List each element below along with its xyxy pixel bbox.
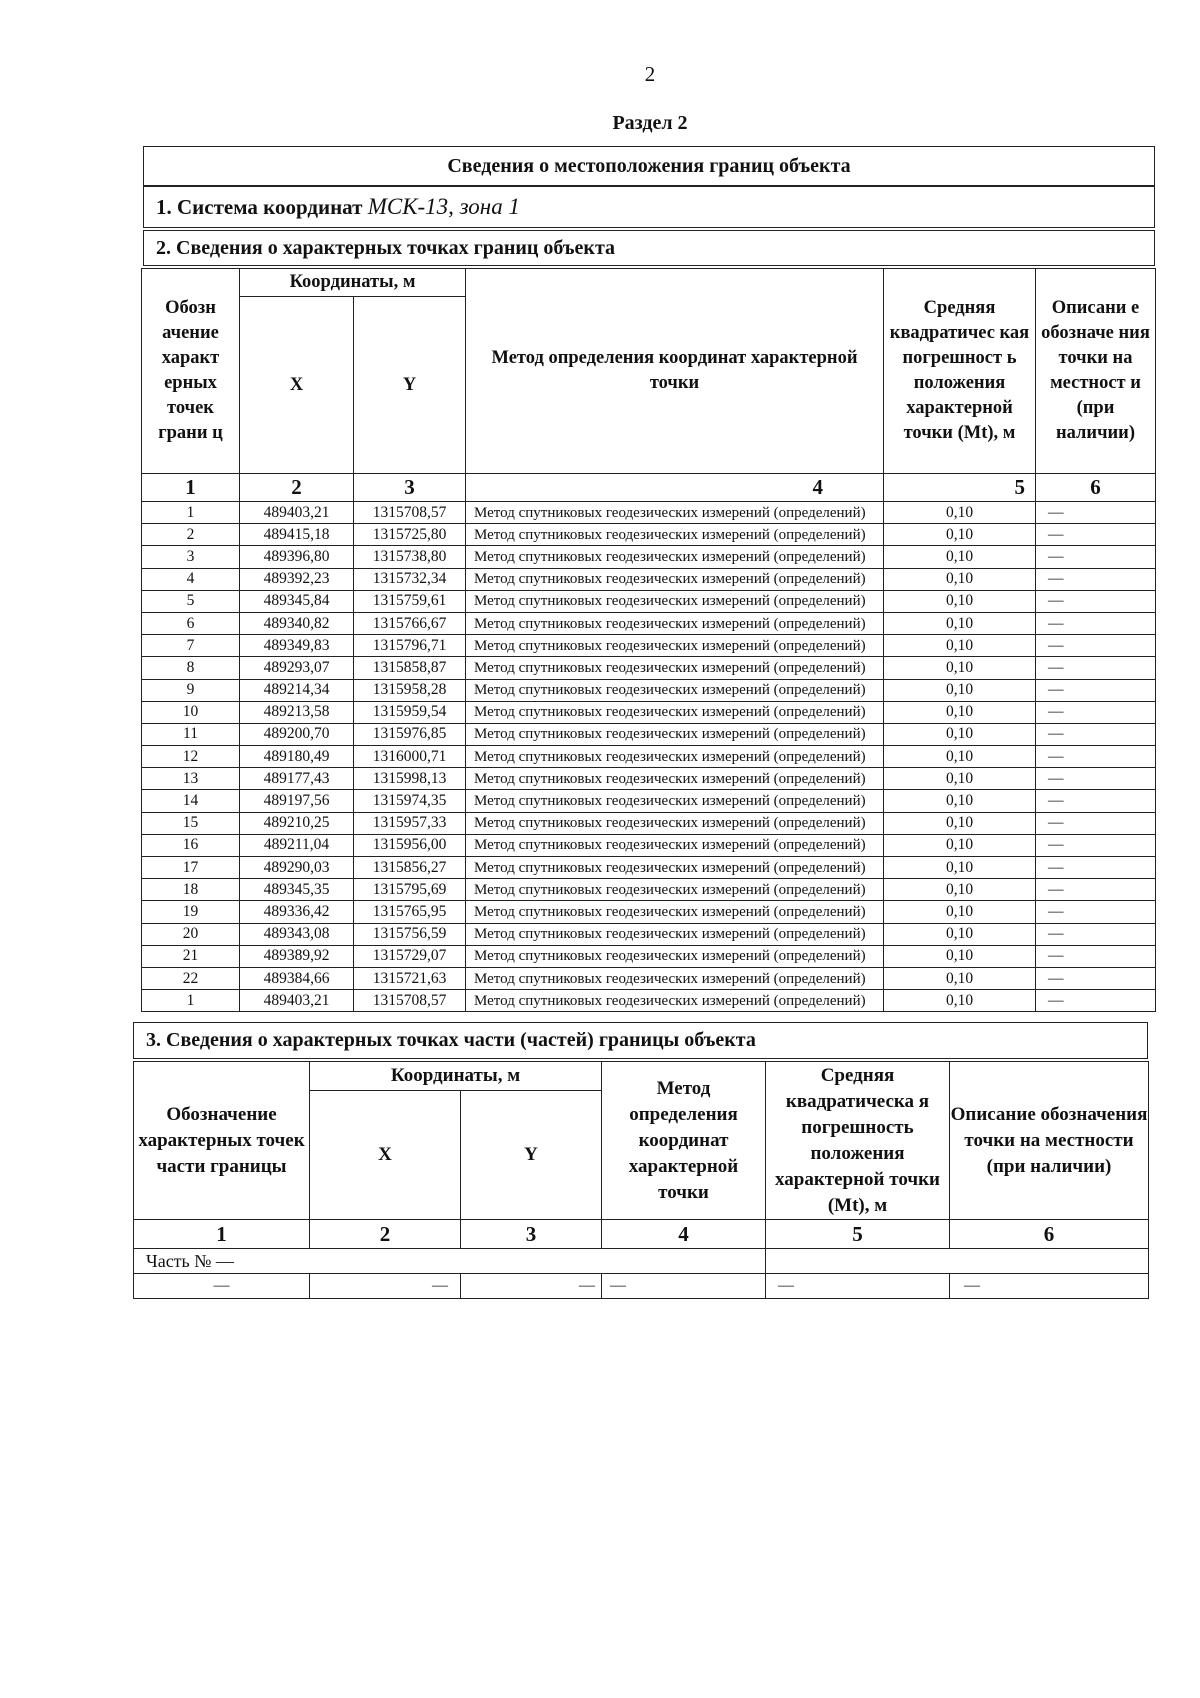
point-method: Метод спутниковых геодезических измерений (определений) [466,701,884,723]
point-number: 22 [142,967,240,989]
point-method: Метод спутниковых геодезических измерений (определений) [466,923,884,945]
point-y: 1315795,69 [354,879,466,901]
point-y: 1315738,80 [354,546,466,568]
part-header-coordinates: Координаты, м [310,1062,602,1091]
point-method: Метод спутниковых геодезических измерений (определений) [466,879,884,901]
point-error: 0,10 [884,502,1036,524]
point-number: 21 [142,945,240,967]
header-method: Метод определения координат характерной точки [466,269,884,474]
point-method: Метод спутниковых геодезических измерений (определений) [466,635,884,657]
point-number: 13 [142,768,240,790]
point-description: — [1036,967,1156,989]
point-number: 9 [142,679,240,701]
point-description: — [1036,546,1156,568]
part-label-empty [766,1249,1149,1274]
point-error: 0,10 [884,568,1036,590]
point-error: 0,10 [884,524,1036,546]
point-description: — [1036,945,1156,967]
column-number: 5 [884,474,1036,502]
section-heading: Раздел 2 [612,112,688,134]
section3-title: 3. Сведения о характерных точках части (частей) границы объекта [133,1022,1148,1059]
point-description: — [1036,812,1156,834]
table-row [142,857,1156,879]
point-number: 7 [142,635,240,657]
table-row [142,901,1156,923]
point-number: 15 [142,812,240,834]
point-description: — [1036,834,1156,856]
point-y: 1315956,00 [354,834,466,856]
part-column-number: 6 [950,1220,1149,1249]
part-header-y: Y [461,1091,602,1220]
point-y: 1315976,85 [354,723,466,745]
point-number: 6 [142,612,240,634]
point-error: 0,10 [884,657,1036,679]
point-number: 10 [142,701,240,723]
point-x: 489345,35 [240,879,354,901]
point-method: Метод спутниковых геодезических измерений (определений) [466,590,884,612]
point-description: — [1036,701,1156,723]
part-column-number: 3 [461,1220,602,1249]
point-x: 489336,42 [240,901,354,923]
point-method: Метод спутниковых геодезических измерений (определений) [466,857,884,879]
part-header-designation: Обозначение характерных точек части границы [134,1062,310,1220]
column-number: 1 [142,474,240,502]
point-method: Метод спутниковых геодезических измерений (определений) [466,568,884,590]
point-x: 489214,34 [240,679,354,701]
point-y: 1315765,95 [354,901,466,923]
point-y: 1315974,35 [354,790,466,812]
point-error: 0,10 [884,790,1036,812]
point-y: 1315729,07 [354,945,466,967]
point-method: Метод спутниковых геодезических измерений (определений) [466,746,884,768]
point-description: — [1036,524,1156,546]
table-row [142,746,1156,768]
point-description: — [1036,768,1156,790]
point-y: 1315796,71 [354,635,466,657]
table-row [142,812,1156,834]
point-number: 11 [142,723,240,745]
point-description: — [1036,857,1156,879]
point-x: 489345,84 [240,590,354,612]
boundary-points-table [141,268,1156,1012]
point-method: Метод спутниковых геодезических измерений (определений) [466,612,884,634]
table-row [142,723,1156,745]
part-dash-cell: — [310,1274,461,1299]
point-number: 4 [142,568,240,590]
point-y: 1315759,61 [354,590,466,612]
point-description: — [1036,723,1156,745]
point-x: 489177,43 [240,768,354,790]
point-error: 0,10 [884,612,1036,634]
part-column-number: 1 [134,1220,310,1249]
point-x: 489290,03 [240,857,354,879]
point-x: 489180,49 [240,746,354,768]
point-method: Метод спутниковых геодезических измерений (определений) [466,768,884,790]
column-number: 2 [240,474,354,502]
part-header-method: Метод определения координат характерной точки [602,1062,766,1220]
column-number: 3 [354,474,466,502]
part-column-number: 5 [766,1220,950,1249]
header-coordinates: Координаты, м [240,269,466,297]
point-error: 0,10 [884,967,1036,989]
part-dash-cell: — [950,1274,1149,1299]
table-row [142,990,1156,1012]
section2-title: Сведения о местоположения границ объекта [143,146,1155,186]
point-y: 1315856,27 [354,857,466,879]
part-dash-cell: — [766,1274,950,1299]
point-x: 489340,82 [240,612,354,634]
point-number: 14 [142,790,240,812]
coordinate-system-label: 1. Система координат [156,195,368,219]
point-error: 0,10 [884,834,1036,856]
point-description: — [1036,790,1156,812]
point-y: 1315721,63 [354,967,466,989]
point-number: 3 [142,546,240,568]
part-header-x: X [310,1091,461,1220]
point-x: 489415,18 [240,524,354,546]
points-heading: 2. Сведения о характерных точках границ объекта [143,230,1155,266]
table-row [142,502,1156,524]
point-description: — [1036,590,1156,612]
point-y: 1315725,80 [354,524,466,546]
table-row [142,768,1156,790]
point-method: Метод спутниковых геодезических измерений (определений) [466,502,884,524]
point-x: 489293,07 [240,657,354,679]
point-number: 5 [142,590,240,612]
point-number: 1 [142,502,240,524]
point-x: 489389,92 [240,945,354,967]
part-label: Часть № — [134,1249,766,1274]
table-row [142,945,1156,967]
point-x: 489403,21 [240,502,354,524]
point-error: 0,10 [884,768,1036,790]
part-dash-cell: — [461,1274,602,1299]
point-y: 1315766,67 [354,612,466,634]
point-error: 0,10 [884,901,1036,923]
part-dash-cell: — [602,1274,766,1299]
point-error: 0,10 [884,723,1036,745]
point-x: 489197,56 [240,790,354,812]
table-row [142,834,1156,856]
point-error: 0,10 [884,701,1036,723]
table-row [142,701,1156,723]
point-number: 2 [142,524,240,546]
point-y: 1315958,28 [354,679,466,701]
point-error: 0,10 [884,812,1036,834]
point-x: 489403,21 [240,990,354,1012]
point-error: 0,10 [884,746,1036,768]
point-x: 489213,58 [240,701,354,723]
table-row [142,657,1156,679]
point-error: 0,10 [884,857,1036,879]
part-column-number: 4 [602,1220,766,1249]
point-description: — [1036,990,1156,1012]
part-dash-cell: — [134,1274,310,1299]
point-method: Метод спутниковых геодезических измерений (определений) [466,901,884,923]
table-row [142,612,1156,634]
point-number: 12 [142,746,240,768]
point-description: — [1036,612,1156,634]
point-x: 489349,83 [240,635,354,657]
point-error: 0,10 [884,945,1036,967]
point-error: 0,10 [884,635,1036,657]
point-number: 18 [142,879,240,901]
table-row [142,967,1156,989]
point-y: 1315957,33 [354,812,466,834]
point-x: 489210,25 [240,812,354,834]
point-description: — [1036,568,1156,590]
part-header-description: Описание обозначения точки на местности (при наличии) [950,1062,1149,1220]
table-row [142,590,1156,612]
column-number: 4 [466,474,884,502]
table-row [142,635,1156,657]
point-description: — [1036,657,1156,679]
point-method: Метод спутниковых геодезических измерений (определений) [466,834,884,856]
boundary-points-rows [142,502,1156,1012]
point-x: 489396,80 [240,546,354,568]
coordinate-system [143,186,1155,228]
point-method: Метод спутниковых геодезических измерений (определений) [466,657,884,679]
point-method: Метод спутниковых геодезических измерений (определений) [466,945,884,967]
point-description: — [1036,879,1156,901]
point-y: 1315959,54 [354,701,466,723]
column-number: 6 [1036,474,1156,502]
table-row [142,790,1156,812]
point-x: 489200,70 [240,723,354,745]
point-number: 20 [142,923,240,945]
header-description: Описани е обозначе ния точки на местност и (при наличии) [1036,269,1156,474]
point-y: 1315858,87 [354,657,466,679]
point-description: — [1036,502,1156,524]
page-number: 2 [644,62,656,86]
point-error: 0,10 [884,679,1036,701]
point-y: 1316000,71 [354,746,466,768]
point-y: 1315708,57 [354,502,466,524]
point-error: 0,10 [884,879,1036,901]
point-x: 489211,04 [240,834,354,856]
header-error: Средняя квадратичес кая погрешност ь положения характерной точки (Mt), м [884,269,1036,474]
point-description: — [1036,901,1156,923]
point-method: Метод спутниковых геодезических измерений (определений) [466,990,884,1012]
point-method: Метод спутниковых геодезических измерений (определений) [466,679,884,701]
point-method: Метод спутниковых геодезических измерений (определений) [466,967,884,989]
table-row [142,923,1156,945]
point-y: 1315998,13 [354,768,466,790]
point-error: 0,10 [884,990,1036,1012]
part-points-table [133,1061,1149,1299]
point-y: 1315708,57 [354,990,466,1012]
point-description: — [1036,746,1156,768]
point-y: 1315756,59 [354,923,466,945]
point-method: Метод спутниковых геодезических измерений (определений) [466,790,884,812]
point-error: 0,10 [884,546,1036,568]
point-description: — [1036,679,1156,701]
table-row [142,568,1156,590]
table-row [142,546,1156,568]
table-row [142,879,1156,901]
point-method: Метод спутниковых геодезических измерений (определений) [466,546,884,568]
point-number: 19 [142,901,240,923]
header-x: X [240,297,354,474]
point-method: Метод спутниковых геодезических измерений (определений) [466,812,884,834]
part-column-number: 2 [310,1220,461,1249]
table-row [142,679,1156,701]
point-number: 8 [142,657,240,679]
part-header-error: Средняя квадратическа я погрешность положения характерной точки (Mt), м [766,1062,950,1220]
coordinate-system-value: МСК-13, зона 1 [367,194,520,219]
header-y: Y [354,297,466,474]
point-description: — [1036,635,1156,657]
point-method: Метод спутниковых геодезических измерений (определений) [466,524,884,546]
point-x: 489392,23 [240,568,354,590]
header-designation: Обозн ачение характ ерных точек грани ц [142,269,240,474]
point-error: 0,10 [884,923,1036,945]
point-error: 0,10 [884,590,1036,612]
point-number: 1 [142,990,240,1012]
point-description: — [1036,923,1156,945]
point-y: 1315732,34 [354,568,466,590]
point-x: 489343,08 [240,923,354,945]
table-row [142,524,1156,546]
point-method: Метод спутниковых геодезических измерений (определений) [466,723,884,745]
point-number: 17 [142,857,240,879]
point-number: 16 [142,834,240,856]
point-x: 489384,66 [240,967,354,989]
